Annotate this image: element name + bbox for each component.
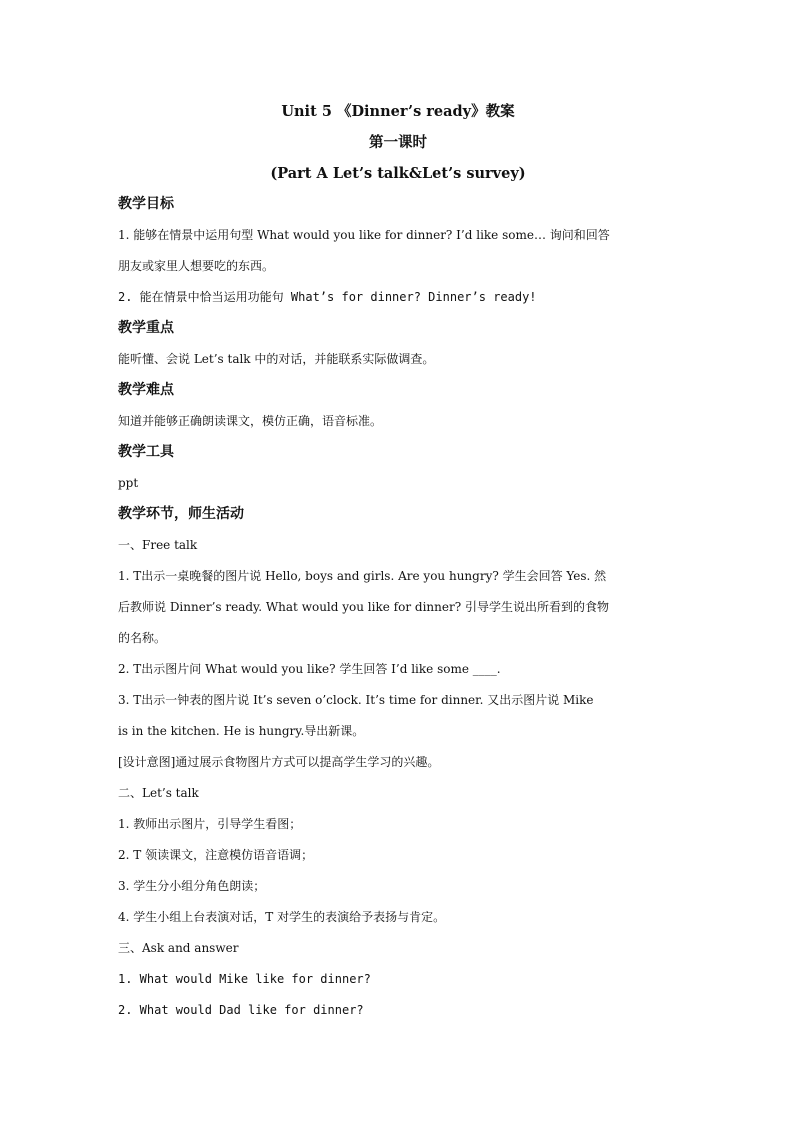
part-1-step-1-line-b: 后教师说 Dinner’s ready. What would you like for dinner? 引导学生说出所看到的食物 <box>118 600 609 614</box>
part-3-question-2: 2. What would Dad like for dinner? <box>118 1003 364 1017</box>
part-3-question-1: 1. What would Mike like for dinner? <box>118 972 371 986</box>
key-points-heading: 教学重点 <box>118 320 174 336</box>
part-1-title: 一、Free talk <box>118 538 198 552</box>
lesson-part: (Part A Let’s talk&Let’s survey) <box>270 165 526 182</box>
document-title: Unit 5 《Dinner’s ready》教案 <box>281 103 515 120</box>
part-2-title: 二、Let’s talk <box>118 786 199 800</box>
part-3-title: 三、Ask and answer <box>118 941 239 955</box>
part-1-step-1-line-c: 的名称。 <box>118 631 167 645</box>
design-note: [设计意图]通过展示食物图片方式可以提高学生学习的兴趣。 <box>118 755 440 769</box>
part-1-step-1-line-a: 1. T出示一桌晚餐的图片说 Hello, boys and girls. Are you hungry? 学生会回答 Yes. 然 <box>118 569 607 583</box>
difficult-points-heading: 教学难点 <box>118 382 174 398</box>
goals-heading: 教学目标 <box>118 196 174 212</box>
goal-2: 2. 能在情景中恰当运用功能句 What’s for dinner? Dinner’s ready! <box>118 290 537 304</box>
tools-heading: 教学工具 <box>118 444 174 460</box>
key-points-text: 能听懂、会说 Let’s talk 中的对话，并能联系实际做调查。 <box>118 352 435 366</box>
tools-text: ppt <box>118 476 139 490</box>
part-2-step-2: 2. T 领读课文，注意模仿语音语调； <box>118 848 314 862</box>
goal-1-line-b: 朋友或家里人想要吃的东西。 <box>118 259 275 273</box>
process-heading: 教学环节，师生活动 <box>118 506 244 522</box>
lesson-number: 第一课时 <box>369 134 427 151</box>
difficult-points-text: 知道并能够正确朗读课文，模仿正确，语音标准。 <box>118 414 383 428</box>
part-2-step-1: 1. 教师出示图片，引导学生看图； <box>118 817 302 831</box>
goal-1-line-a: 1. 能够在情景中运用句型 What would you like for dinner? I’d like some… 询问和回答 <box>118 228 610 242</box>
part-2-step-4: 4. 学生小组上台表演对话，T 对学生的表演给予表扬与肯定。 <box>118 910 446 924</box>
document-page <box>118 96 678 1026</box>
part-1-step-3-line-b: is in the kitchen. He is hungry.导出新课。 <box>118 724 365 738</box>
part-1-step-3-line-a: 3. T出示一钟表的图片说 It’s seven o’clock. It’s time for dinner. 又出示图片说 Mike <box>118 693 594 707</box>
part-2-step-3: 3. 学生分小组分角色朗读； <box>118 879 266 893</box>
part-1-step-2: 2. T出示图片问 What would you like? 学生回答 I’d like some ____. <box>118 662 501 676</box>
